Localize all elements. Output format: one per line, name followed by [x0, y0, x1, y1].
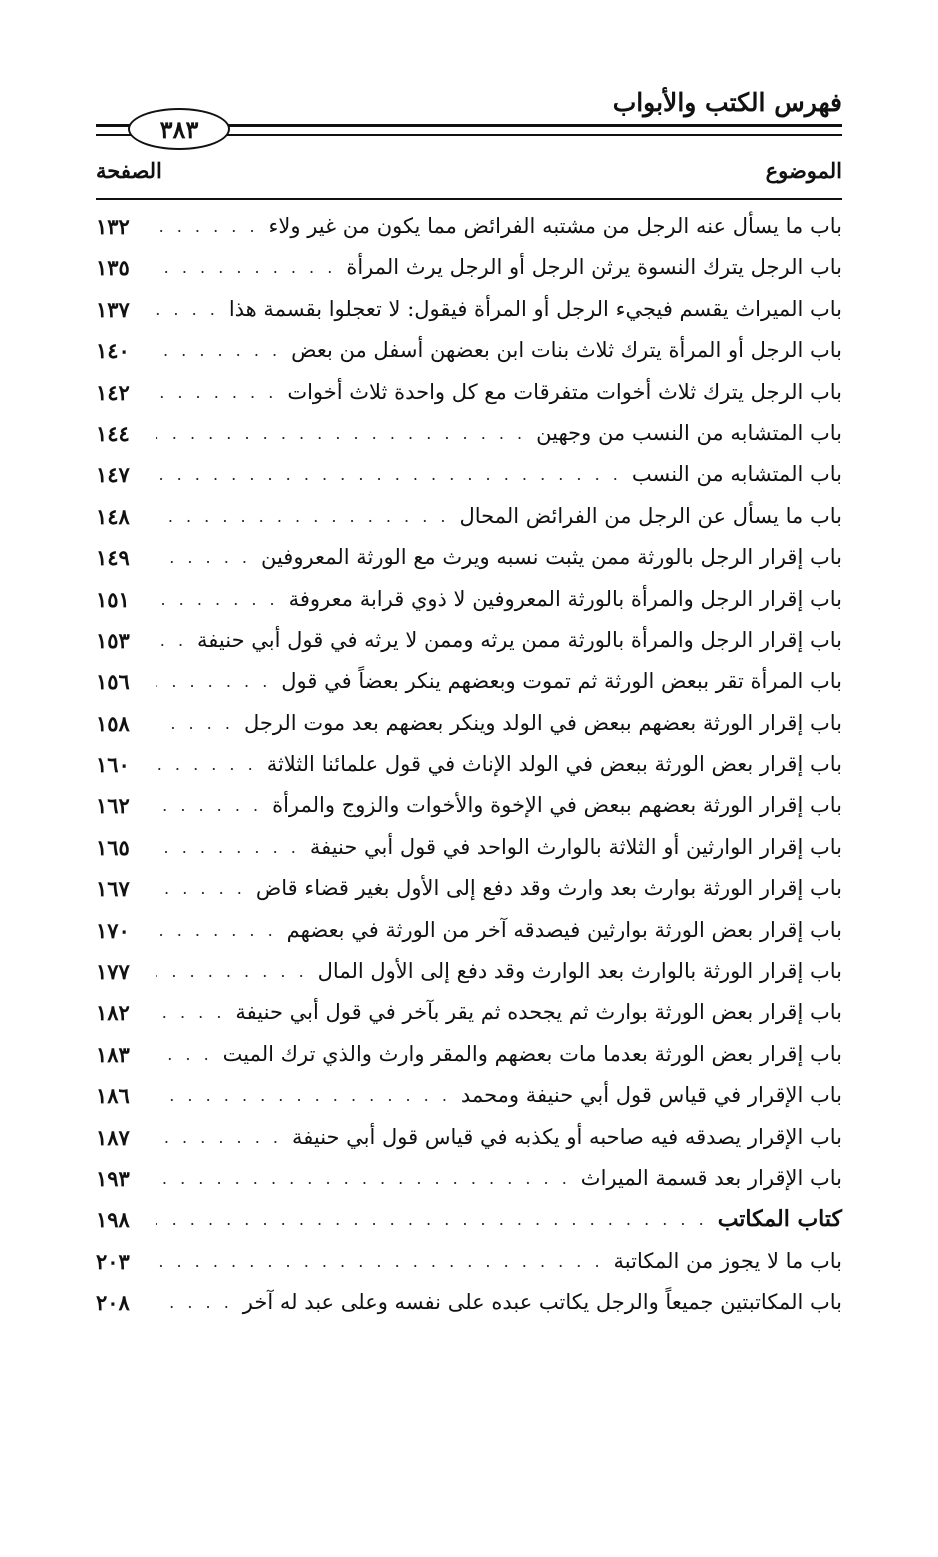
- toc-entry: [96, 1075, 842, 1116]
- toc-entry-page: ١٩٨: [96, 1207, 130, 1233]
- toc-entry-page: ١٤٢: [96, 379, 130, 405]
- dot-leader: [156, 413, 536, 454]
- toc-entry-page: ١٤٨: [96, 503, 130, 529]
- toc-entry: [96, 785, 842, 826]
- dot-leader: [156, 496, 459, 537]
- dot-leader: [156, 661, 281, 702]
- toc-entry: [96, 1034, 842, 1075]
- toc-entry-title: باب الرجل يترك النسوة يرثن الرجل أو الرجل يرث المرأة: [346, 255, 842, 280]
- dot-leader: [156, 951, 318, 992]
- toc-entry-page: ١٦٧: [96, 876, 130, 902]
- toc-entry: [96, 579, 842, 620]
- toc-entry-title: باب إقرار بعض الورثة بعدما مات بعضهم والمقر وارث والذي ترك الميت: [222, 1041, 842, 1066]
- toc-entry: [96, 661, 842, 702]
- toc-entry-page: ١٧٠: [96, 917, 130, 943]
- dot-leader: [156, 827, 310, 868]
- toc-entry-title: باب إقرار الورثة بالوارث بعد الوارث وقد دفع إلى الأول المال: [317, 959, 842, 984]
- running-title: فهرس الكتب والأبواب: [612, 88, 842, 117]
- dot-leader: [156, 454, 632, 495]
- toc-entry-page: ١٩٣: [96, 1165, 130, 1191]
- toc-entry-page: ١٦٥: [96, 834, 130, 860]
- toc-entry-page: ١٤٤: [96, 420, 130, 446]
- toc-entry-title: باب إقرار بعض الورثة بوارثين فيصدقه آخر من الورثة في بعضهم: [286, 917, 842, 942]
- toc-entry: [96, 330, 842, 371]
- toc-entry: [96, 537, 842, 578]
- dot-leader: [156, 910, 287, 951]
- toc-entry: [96, 413, 842, 454]
- toc-entry-title: باب إقرار الرجل والمرأة بالورثة المعروفين لا ذوي قرابة معروفة: [288, 586, 842, 611]
- toc-entry: [96, 1117, 842, 1158]
- toc-entry-title: باب إقرار بعض الورثة ببعض في الولد الإناث في قول علمائنا الثلاثة: [266, 752, 842, 777]
- toc-entry-page: ٢٠٨: [96, 1290, 130, 1316]
- toc-entry: [96, 1282, 842, 1323]
- page-column-heading: الصفحة: [96, 158, 162, 183]
- toc-entry: [96, 910, 842, 951]
- toc-entry-page: ١٥٦: [96, 669, 130, 695]
- toc-entry-title: باب إقرار الرجل والمرأة بالورثة ممن يرثه وممن لا يرثه في قول أبي حنيفة: [197, 627, 842, 652]
- page-number-badge: [128, 108, 230, 150]
- toc-entry-page: ١٤٠: [96, 338, 130, 364]
- toc-entry-page: ١٤٩: [96, 545, 130, 571]
- toc-entry-page: ١٦٢: [96, 793, 130, 819]
- toc-entry-title: باب إقرار الورثة بوارث بعد وارث وقد دفع إلى الأول بغير قضاء قاض: [255, 876, 842, 901]
- dot-leader: [156, 1199, 718, 1240]
- toc-entry-title: باب إقرار الرجل بالورثة ممن يثبت نسبه ويرث مع الورثة المعروفين: [260, 545, 842, 570]
- toc-entry-title: باب الميراث يقسم فيجيء الرجل أو المرأة فيقول: لا تعجلوا بقسمة هذا: [228, 296, 842, 321]
- toc-entry-page: ١٣٢: [96, 214, 130, 239]
- toc-entry-title: باب الإقرار يصدقه فيه صاحبه أو يكذبه في قياس قول أبي حنيفة: [291, 1124, 842, 1149]
- topic-column-heading: الموضوع: [765, 158, 842, 183]
- dot-leader: [156, 1241, 614, 1282]
- dot-leader: [156, 1117, 292, 1158]
- toc-entry-title: باب ما يسأل عن الرجل من الفرائض المحال: [459, 503, 842, 528]
- toc-entry-title: باب الرجل يترك ثلاث أخوات متفرقات مع كل واحدة ثلاث أخوات: [287, 379, 842, 404]
- dot-leader: [156, 785, 272, 826]
- toc-entry-page: ٢٠٣: [96, 1248, 130, 1274]
- dot-leader: [156, 1282, 243, 1323]
- dot-leader: [156, 1075, 461, 1116]
- toc-list: [96, 206, 842, 1324]
- toc-entry-page: ١٨٢: [96, 1000, 130, 1026]
- toc-entry-title: باب المتشابه من النسب من وجهين: [536, 420, 842, 445]
- toc-entry-title: باب إقرار الورثة بعضهم ببعض في الولد وينكر بعضهم بعد موت الرجل: [243, 710, 842, 735]
- toc-entry: [96, 206, 842, 247]
- toc-entry: [96, 620, 842, 661]
- dot-leader: [156, 992, 235, 1033]
- toc-entry-page: ١٣٥: [96, 255, 130, 281]
- toc-entry-page: ١٣٧: [96, 296, 130, 322]
- toc-entry: [96, 454, 842, 495]
- dot-leader: [156, 620, 197, 661]
- dot-leader: [156, 537, 261, 578]
- toc-entry-title: باب المرأة تقر ببعض الورثة ثم تموت وبعضهم ينكر بعضاً في قول: [281, 669, 842, 694]
- toc-entry: [96, 289, 842, 330]
- dot-leader: [156, 868, 256, 909]
- toc-entry: [96, 1158, 842, 1199]
- toc-entry-title: باب ما يسأل عنه الرجل من مشتبه الفرائض مما يكون من غير ولاء: [268, 214, 842, 238]
- toc-entry-page: ١٨٦: [96, 1083, 130, 1109]
- toc-entry-title: كتاب المكاتب: [717, 1206, 842, 1233]
- toc-entry: [96, 868, 842, 909]
- dot-leader: [156, 330, 291, 371]
- toc-entry-page: ١٥٣: [96, 627, 130, 653]
- toc-entry: [96, 827, 842, 868]
- toc-entry-title: باب إقرار بعض الورثة بوارث ثم يجحده ثم يقر بآخر في قول أبي حنيفة: [235, 1000, 842, 1025]
- toc-entry-page: ١٥١: [96, 586, 130, 612]
- toc-entry-page: ١٨٧: [96, 1124, 130, 1150]
- toc-entry-page: ١٦٠: [96, 752, 130, 778]
- page-number: ٣٨٣: [159, 114, 199, 144]
- toc-entry: [96, 496, 842, 537]
- toc-entry: [96, 247, 842, 288]
- toc-entry-page: ١٨٣: [96, 1041, 130, 1067]
- dot-leader: [156, 206, 269, 247]
- toc-entry-title: باب المكاتبتين جميعاً والرجل يكاتب عبده على نفسه وعلى عبد له آخر: [242, 1290, 842, 1315]
- toc-entry: [96, 1241, 842, 1282]
- dot-leader: [156, 703, 244, 744]
- dot-leader: [156, 1034, 223, 1075]
- dot-leader: [156, 289, 229, 330]
- toc-entry-title: باب ما لا يجوز من المكاتبة: [613, 1248, 842, 1273]
- column-heading-rule: [96, 198, 842, 200]
- toc-entry-title: باب المتشابه من النسب: [631, 462, 842, 487]
- toc-book-heading: [96, 1199, 842, 1240]
- dot-leader: [156, 247, 346, 288]
- toc-entry: [96, 703, 842, 744]
- toc-entry-title: باب الإقرار بعد قسمة الميراث: [580, 1165, 842, 1190]
- toc-entry-title: باب إقرار الوارثين أو الثلاثة بالوارث الواحد في قول أبي حنيفة: [309, 834, 842, 859]
- toc-entry-title: باب الرجل أو المرأة يترك ثلاث بنات ابن بعضهن أسفل من بعض: [291, 338, 842, 363]
- toc-entry: [96, 744, 842, 785]
- toc-entry-page: ١٧٧: [96, 959, 130, 985]
- toc-entry-title: باب إقرار الورثة بعضهم ببعض في الإخوة والأخوات والزوج والمرأة: [272, 793, 842, 818]
- toc-entry-title: باب الإقرار في قياس قول أبي حنيفة ومحمد: [460, 1083, 842, 1108]
- dot-leader: [156, 744, 267, 785]
- toc-entry-page: ١٥٨: [96, 710, 130, 736]
- toc-entry-page: ١٤٧: [96, 462, 130, 488]
- dot-leader: [156, 579, 289, 620]
- dot-leader: [156, 372, 287, 413]
- toc-entry: [96, 372, 842, 413]
- toc-entry: [96, 992, 842, 1033]
- dot-leader: [156, 1158, 581, 1199]
- toc-entry: [96, 951, 842, 992]
